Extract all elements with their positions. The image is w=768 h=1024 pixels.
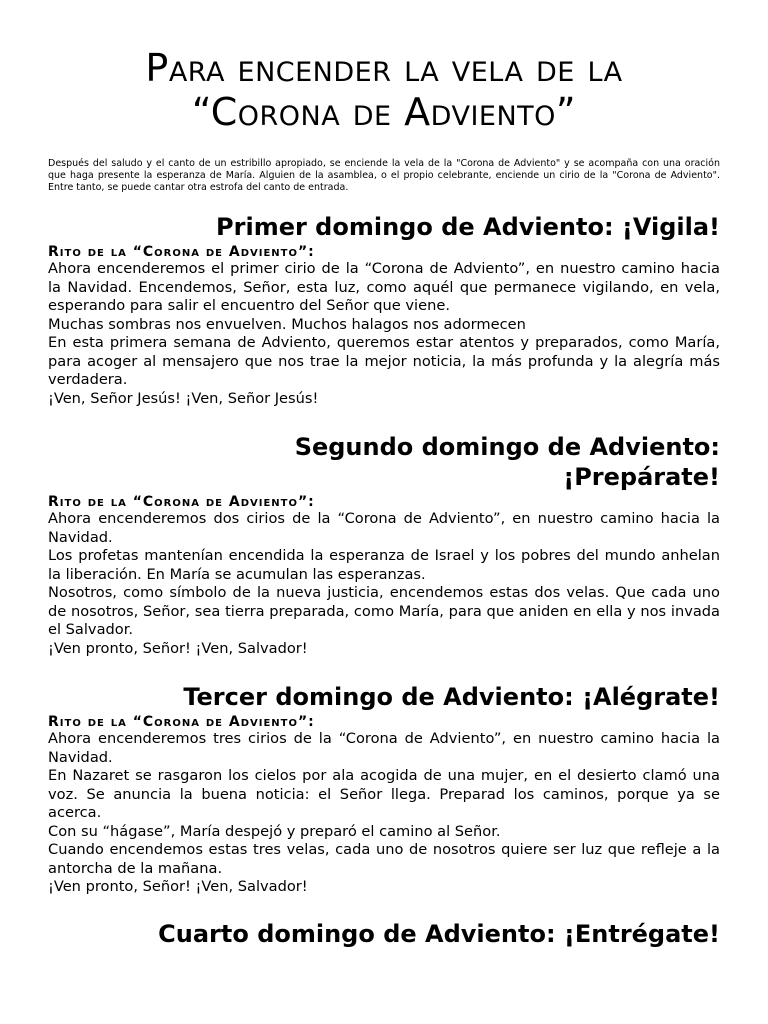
section-heading-first-sunday: Primer domingo de Adviento: ¡Vigila! xyxy=(216,213,720,241)
paragraph: Nosotros, como símbolo de la nueva justicia, encendemos estas dos velas. Que cada uno de nosotros, Señor, sea tierra preparada, como María, para que aniden en ella y nos invada el Salvador. xyxy=(48,584,720,638)
response-line: ¡Ven pronto, Señor! ¡Ven, Salvador! xyxy=(48,878,308,895)
paragraph: Muchas sombras nos envuelven. Muchos halagos nos adormecen xyxy=(48,315,526,333)
paragraph: Ahora encenderemos tres cirios de la “Corona de Adviento”, en nuestro camino hacia la Navidad. xyxy=(48,730,720,766)
paragraph: En esta primera semana de Adviento, queremos estar atentos y preparados, como María, para acoger al mensajero que nos trae la mejor noticia, la más profunda y la alegría más verdadera. xyxy=(48,334,720,388)
paragraph: Cuando encendemos estas tres velas, cada uno de nosotros quiere ser luz que refleje a la antorcha de la mañana. xyxy=(48,841,720,877)
heading-line-1: Segundo domingo de Adviento: xyxy=(294,433,720,461)
section-heading-third-sunday: Tercer domingo de Adviento: ¡Alégrate! xyxy=(183,683,720,711)
heading-line-2: ¡Prepárate! xyxy=(563,463,720,491)
rite-heading: Rito de la “Corona de Adviento”: xyxy=(48,714,315,730)
paragraph: Ahora encenderemos el primer cirio de la “Corona de Adviento”, en nuestro camino hacia la Navidad. Encendemos, Señor, esta luz, como aquél que permanece vigilando, en vela, esperando para salir el encuentro del Señor que viene. xyxy=(48,260,720,314)
paragraph: Ahora encenderemos dos cirios de la “Corona de Adviento”, en nuestro camino hacia la Navidad. xyxy=(48,510,720,546)
title-line-1: Para encender la vela de la xyxy=(145,46,623,90)
response-line: ¡Ven, Señor Jesús! ¡Ven, Señor Jesús! xyxy=(48,389,319,407)
rite-heading: Rito de la “Corona de Adviento”: xyxy=(48,494,315,510)
document-page xyxy=(48,46,720,949)
rite-heading: Rito de la “Corona de Adviento”: xyxy=(48,244,315,260)
paragraph: En Nazaret se rasgaron los cielos por ala acogida de una mujer, en el desierto clamó una voz. Se anuncia la buena noticia: el Señor llega. Preparad los caminos, porque ya se acerca. xyxy=(48,767,720,821)
paragraph: Los profetas mantenían encendida la esperanza de Israel y los pobres del mundo anhelan la liberación. En María se acumulan las esperanzas. xyxy=(48,547,720,583)
page-title xyxy=(48,46,720,134)
response-line: ¡Ven pronto, Señor! ¡Ven, Salvador! xyxy=(48,639,308,657)
paragraph: Con su “hágase”, María despejó y preparó el camino al Señor. xyxy=(48,822,501,840)
section-heading-fourth-sunday: Cuarto domingo de Adviento: ¡Entrégate! xyxy=(158,919,720,948)
intro-paragraph: Después del saludo y el canto de un estribillo apropiado, se enciende la vela de la "Corona de Adviento" y se acompaña con una oración que haga presente la esperanza de María. Alguien de la asamblea, o el propio celebrante, enciende un cirio de la "Corona de Adviento". Entre tanto, se puede cantar otra estrofa del canto de entrada. xyxy=(48,158,720,193)
title-line-2: “Corona de Adviento” xyxy=(191,90,577,134)
section-heading-second-sunday xyxy=(48,432,720,492)
